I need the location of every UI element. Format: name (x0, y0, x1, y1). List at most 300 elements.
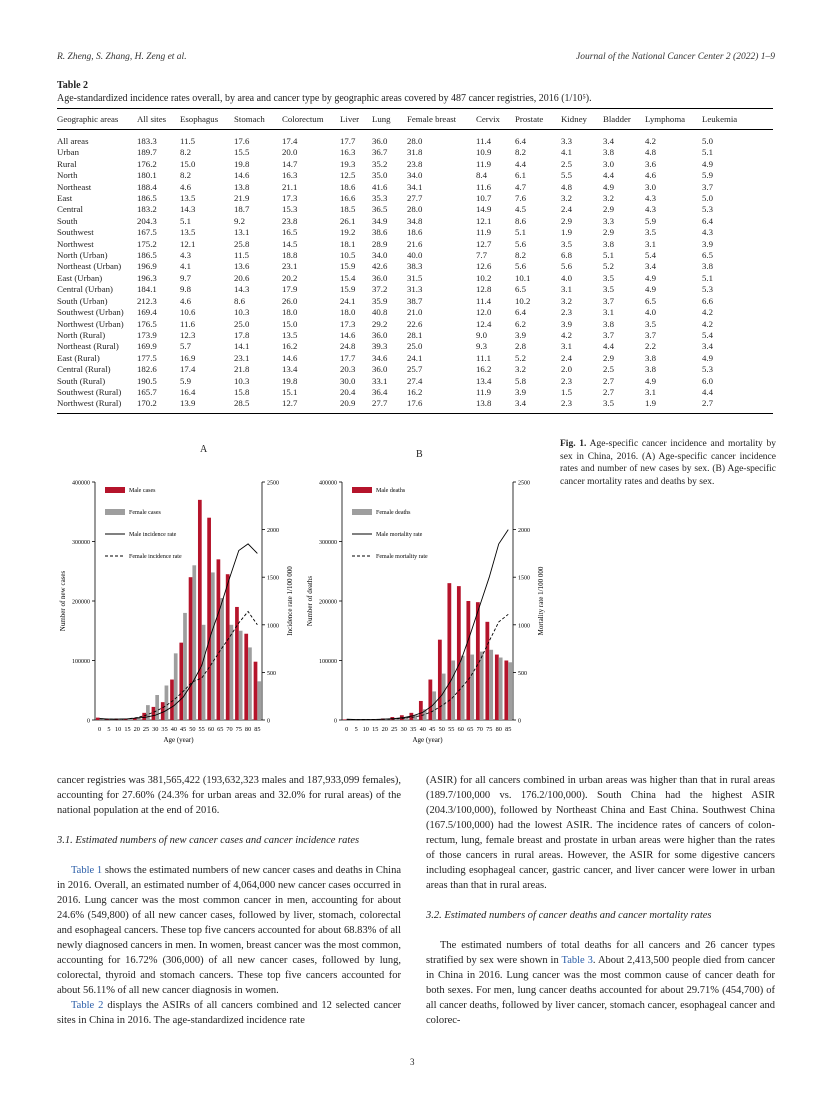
table-cell: 19.8 (234, 158, 250, 169)
column-header: Bladder (603, 109, 645, 130)
table-cell: 5.4 (702, 329, 713, 340)
table-cell: 10.5 (340, 250, 356, 261)
table-cell: 2.8 (515, 341, 526, 352)
table-cell: 14.5 (282, 238, 298, 249)
row-label: Southwest (Rural) (57, 386, 122, 397)
row-label: All areas (57, 136, 89, 146)
bar-female (230, 625, 234, 720)
x-tick-label: 0 (345, 726, 349, 733)
paragraph-text: The estimated numbers of total deaths for all cancers and 26 cancer types stratified by sex were shown in (426, 940, 775, 966)
y2-tick-label: 1000 (518, 623, 530, 630)
x-tick-label: 10 (115, 726, 122, 733)
bar-male (198, 500, 202, 720)
bar-female (146, 705, 150, 720)
column-header: Cervix (476, 109, 515, 130)
table-cell: 5.7 (180, 341, 191, 352)
table-cell: 184.1 (137, 284, 157, 295)
table-cell: 3.5 (603, 398, 645, 413)
y-tick-label: 0 (87, 718, 90, 725)
table-cell: 186.5 (137, 193, 157, 204)
table-1-link[interactable]: Table 1 (71, 865, 103, 876)
table-cell: 189.7 (137, 147, 157, 158)
table-cell: 16.9 (180, 352, 196, 363)
legend-label: Male cases (129, 488, 156, 494)
bar-male (466, 601, 470, 720)
table-cell: 3.2 (561, 295, 572, 306)
table-cell: 5.3 (702, 204, 713, 215)
column-header: Liver (340, 109, 372, 130)
table-cell: 4.6 (645, 170, 656, 181)
running-header-journal: Journal of the National Cancer Center 2 (2022) 1–9 (576, 52, 775, 62)
legend-label: Male mortality rate (376, 532, 423, 538)
table-cell: 4.2 (561, 329, 572, 340)
table-cell: 2.0 (561, 364, 572, 375)
table-row (57, 239, 773, 250)
table-cell: 3.3 (561, 136, 572, 146)
x-tick-label: 70 (226, 726, 233, 733)
table-cell: 41.6 (372, 181, 388, 192)
x-tick-label: 80 (495, 726, 502, 733)
table-row (57, 227, 773, 238)
table-cell: 18.8 (282, 250, 298, 261)
row-label: North (57, 170, 78, 181)
table-cell: 3.1 (561, 341, 572, 352)
table-cell: 3.2 (561, 193, 572, 204)
table-cell: 14.6 (234, 170, 250, 181)
bar-female (442, 674, 446, 720)
table-row (57, 147, 773, 158)
table-2-link[interactable]: Table 2 (71, 1000, 104, 1011)
table-cell: 5.1 (702, 147, 713, 158)
bar-male (96, 718, 100, 720)
table-cell: 24.1 (340, 295, 356, 306)
y-axis-label: Number of deaths (306, 575, 314, 627)
table-cell: 25.7 (407, 364, 423, 375)
table-cell: 9.0 (476, 329, 487, 340)
table-cell: 3.8 (645, 352, 656, 363)
table-row (57, 193, 773, 204)
table-cell: 180.1 (137, 170, 157, 181)
bar-female (480, 652, 484, 720)
section-heading-3-2: 3.2. Estimated numbers of cancer deaths and cancer mortality rates (426, 910, 712, 921)
table-cell: 11.6 (476, 181, 492, 192)
table-label: Table 2 (57, 80, 89, 91)
x-tick-label: 5 (354, 726, 358, 733)
table-row (57, 364, 773, 375)
x-tick-label: 5 (107, 726, 111, 733)
table-cell: 35.0 (372, 170, 388, 181)
table-cell: 18.6 (407, 227, 423, 238)
table-cell: 3.1 (603, 307, 614, 318)
table-cell: 9.3 (476, 341, 487, 352)
table-cell: 6.0 (702, 375, 713, 386)
x-tick-label: 35 (161, 726, 168, 733)
x-tick-label: 60 (457, 726, 464, 733)
paragraph (57, 998, 401, 1028)
table-cell: 3.7 (645, 329, 656, 340)
table-cell: 20.3 (340, 364, 356, 375)
row-label: Northeast (Rural) (57, 341, 119, 352)
x-tick-label: 75 (486, 726, 493, 733)
body-left-column (57, 773, 401, 1028)
column-header: Stomach (234, 109, 282, 130)
table-row (57, 296, 773, 307)
table-cell: 40.0 (407, 250, 423, 261)
x-tick-label: 30 (400, 726, 407, 733)
y2-tick-label: 1000 (267, 623, 279, 630)
table-cell: 14.3 (180, 204, 196, 215)
table-cell: 13.4 (476, 375, 492, 386)
table-cell: 5.3 (702, 284, 713, 295)
table-cell: 10.2 (515, 295, 531, 306)
table-cell: 36.0 (372, 136, 388, 146)
table-cell: 169.4 (137, 307, 157, 318)
table-cell: 3.7 (603, 329, 614, 340)
bar-male (142, 713, 146, 720)
paragraph: (ASIR) for all cancers combined in urban areas was higher than that in rural areas (189.7/100,000 vs. 176.2/100,000). South China had the highest ASIR (204.3/100,000), followed by Northeast China and East China. Southwest China (167.5/100,000) had the lowest ASIR. The incidence rates of cancers of colon-rectum, lung, female breast and prostate in urban areas were higher than the rates of those cancers in rural areas. However, the ASIR for some digestive cancers including esophageal cancer, gastric cancer, and liver cancer were lower in urban areas than that in rural areas. (426, 775, 775, 891)
table-cell: 5.1 (180, 215, 191, 226)
table-cell: 177.5 (137, 352, 157, 363)
table-3-link[interactable]: Table 3 (561, 955, 593, 966)
table-cell: 5.6 (515, 238, 526, 249)
y2-tick-label: 1500 (267, 575, 279, 582)
table-cell: 15.0 (180, 158, 196, 169)
x-tick-label: 20 (381, 726, 388, 733)
table-cell: 3.7 (702, 181, 713, 192)
table-cell: 4.9 (702, 158, 713, 169)
table-cell: 21.9 (234, 193, 250, 204)
table-cell: 17.4 (180, 364, 196, 375)
table-cell: 27.7 (372, 398, 407, 413)
y-tick-label: 100000 (319, 659, 337, 665)
table-cell: 12.3 (180, 329, 196, 340)
table-cell: 11.6 (180, 318, 196, 329)
table-cell: 34.8 (407, 215, 423, 226)
x-tick-label: 40 (170, 726, 178, 733)
x-tick-label: 25 (142, 726, 150, 733)
table-cell: 2.7 (603, 375, 614, 386)
table-cell: 17.3 (340, 318, 356, 329)
y2-tick-label: 500 (267, 670, 276, 677)
table-cell: 8.2 (515, 250, 526, 261)
x-tick-label: 45 (179, 726, 187, 733)
table-cell: 38.3 (407, 261, 423, 272)
bar-female (155, 695, 159, 720)
table-cell: 36.0 (372, 329, 388, 340)
table-cell: 11.9 (476, 158, 492, 169)
table-cell: 11.9 (476, 227, 492, 238)
table-cell: 3.8 (603, 318, 614, 329)
table-cell: 20.6 (234, 272, 250, 283)
table-row (57, 170, 773, 181)
table-cell: 17.7 (340, 136, 356, 146)
table-cell: 3.4 (603, 136, 614, 146)
y2-tick-label: 0 (267, 718, 270, 725)
table-cell: 4.6 (180, 295, 191, 306)
table-cell: 16.2 (282, 341, 298, 352)
female-rate-line (347, 614, 509, 719)
table-cell: 4.8 (561, 181, 572, 192)
table-cell: 3.8 (603, 147, 614, 158)
table-cell: 4.9 (645, 375, 656, 386)
x-tick-label: 55 (448, 726, 455, 733)
table-cell: 2.7 (702, 398, 773, 413)
table-cell: 14.6 (340, 329, 356, 340)
table-cell: 18.7 (234, 204, 250, 215)
table-cell: 26.0 (282, 295, 298, 306)
table-cell: 24.8 (340, 341, 356, 352)
table-cell: 3.5 (645, 227, 656, 238)
x-tick-label: 45 (429, 726, 436, 733)
table-body (57, 130, 773, 414)
table-cell: 4.3 (645, 193, 656, 204)
table-cell: 12.7 (282, 398, 340, 413)
table-cell: 170.2 (137, 398, 180, 413)
table-cell: 27.7 (407, 193, 423, 204)
table-row (57, 182, 773, 193)
table-cell: 165.7 (137, 386, 157, 397)
table-cell: 5.4 (645, 250, 656, 261)
table-cell: 3.1 (561, 284, 572, 295)
table-cell: 183.3 (137, 136, 157, 146)
table-cell: 14.1 (234, 341, 250, 352)
table-cell: 13.5 (180, 193, 196, 204)
table-cell: 10.2 (476, 272, 492, 283)
y-tick-label: 0 (334, 718, 337, 725)
table-cell: 4.2 (645, 136, 656, 146)
bar-female (489, 650, 493, 720)
table-row (57, 261, 773, 272)
table-cell: 35.2 (372, 158, 388, 169)
y-tick-label: 400000 (72, 480, 90, 487)
table-cell: 2.3 (561, 307, 572, 318)
table-cell: 3.2 (515, 364, 526, 375)
table-cell: 5.3 (702, 364, 713, 375)
table-cell: 6.4 (702, 215, 713, 226)
figure-caption-text: Age-specific cancer incidence and mortality by sex in China, 2016. (A) Age-specific cancer incidence rates and number of new cases by sex. (B) Age-specific cancer mortality rates and deaths by sex. (560, 439, 776, 487)
table-cell: 2.4 (561, 204, 572, 215)
table-cell: 7.6 (515, 193, 526, 204)
table-cell: 5.1 (702, 272, 713, 283)
table-cell: 4.3 (702, 227, 713, 238)
table-cell: 15.0 (282, 318, 298, 329)
table-cell: 6.5 (645, 295, 656, 306)
table-cell: 36.0 (372, 364, 388, 375)
table-cell: 30.0 (340, 375, 356, 386)
row-label: Northeast (57, 181, 92, 192)
female-rate-line (100, 611, 258, 719)
table-cell: 19.8 (282, 375, 298, 386)
table-cell: 2.2 (645, 341, 656, 352)
table-cell: 6.4 (515, 136, 526, 146)
table-cell: 4.2 (702, 318, 713, 329)
table-cell: 17.4 (282, 136, 298, 146)
figure-caption (560, 438, 776, 488)
figure-caption-label: Fig. 1. (560, 439, 587, 449)
table-cell: 35.3 (372, 193, 388, 204)
table-cell: 4.0 (645, 307, 656, 318)
table-cell: 28.1 (407, 329, 423, 340)
table-cell: 12.1 (180, 238, 196, 249)
row-label: Northwest (Rural) (57, 398, 137, 413)
table-cell: 42.6 (372, 261, 388, 272)
panel-a-label: A (200, 444, 208, 455)
table-cell: 14.9 (476, 204, 492, 215)
table-cell: 13.4 (282, 364, 298, 375)
table-cell: 3.2 (603, 193, 614, 204)
bar-female (192, 565, 196, 720)
table-cell: 31.5 (407, 272, 423, 283)
table-cell: 13.5 (180, 227, 196, 238)
table-cell: 2.5 (603, 364, 614, 375)
x-tick-label: 65 (217, 726, 224, 733)
table-cell: 186.5 (137, 250, 157, 261)
y2-axis-label: Incidence rate 1/100 000 (286, 566, 294, 636)
table-row (57, 284, 773, 295)
table-cell: 13.8 (234, 181, 250, 192)
column-header: All sites (137, 109, 180, 130)
table-cell: 15.8 (234, 386, 250, 397)
table-cell: 9.2 (234, 215, 245, 226)
table-cell: 2.9 (561, 215, 572, 226)
table-cell: 17.8 (234, 329, 250, 340)
table-cell: 36.7 (372, 147, 388, 158)
x-tick-label: 15 (124, 726, 131, 733)
table-cell: 11.5 (234, 250, 250, 261)
table-cell: 20.0 (282, 147, 298, 158)
bar-male (207, 518, 211, 720)
running-header-authors: R. Zheng, S. Zhang, H. Zeng et al. (57, 52, 187, 62)
bar-male (495, 655, 499, 720)
table-cell: 4.2 (702, 307, 713, 318)
table-cell: 10.1 (515, 272, 531, 283)
x-tick-label: 15 (372, 726, 379, 733)
table-cell: 33.1 (372, 375, 388, 386)
y2-tick-label: 2000 (267, 528, 279, 535)
paragraph (57, 863, 401, 998)
table-cell: 2.3 (561, 375, 572, 386)
table-cell: 11.4 (476, 136, 492, 146)
table-cell: 12.1 (476, 215, 492, 226)
table-cell: 3.4 (515, 398, 561, 413)
x-tick-label: 85 (505, 726, 512, 733)
table-cell: 31.8 (407, 147, 423, 158)
bar-female (183, 613, 187, 720)
bar-male (447, 583, 451, 720)
table-cell: 5.9 (180, 375, 191, 386)
table-cell: 196.3 (137, 272, 157, 283)
table-cell: 4.9 (603, 181, 614, 192)
table-cell: 6.4 (515, 307, 526, 318)
table-cell: 4.7 (515, 181, 526, 192)
table-cell: 167.5 (137, 227, 157, 238)
table-cell: 4.4 (603, 170, 614, 181)
x-tick-label: 65 (467, 726, 474, 733)
table-cell: 21.6 (407, 238, 423, 249)
table-cell: 5.6 (515, 261, 526, 272)
table-cell: 19.2 (340, 227, 356, 238)
table-cell: 3.5 (561, 238, 572, 249)
bar-female (257, 681, 261, 720)
y-tick-label: 300000 (72, 540, 90, 546)
table-cell: 15.3 (282, 204, 298, 215)
panel-b-label: B (416, 449, 423, 460)
table-cell: 5.9 (702, 170, 713, 181)
table-cell: 12.8 (476, 284, 492, 295)
table-cell: 34.1 (407, 181, 423, 192)
table-cell: 25.0 (234, 318, 250, 329)
column-header: Kidney (561, 109, 603, 130)
table-cell: 16.4 (180, 386, 196, 397)
chart-a-incidence (55, 468, 295, 758)
table-cell: 4.9 (645, 272, 656, 283)
legend-swatch (352, 487, 372, 493)
table-cell: 3.4 (702, 341, 713, 352)
section-heading-3-1: 3.1. Estimated numbers of new cancer cases and cancer incidence rates (57, 835, 360, 846)
table-cell: 2.9 (603, 227, 614, 238)
bar-female (239, 631, 243, 720)
bar-female (451, 661, 455, 721)
table-cell: 2.7 (603, 386, 614, 397)
table-cell: 28.0 (407, 204, 423, 215)
table-cell: 4.4 (702, 386, 713, 397)
table-cell: 17.7 (340, 352, 356, 363)
table-cell: 3.8 (702, 261, 713, 272)
column-header: Geographic areas (57, 109, 137, 130)
table-cell: 6.8 (561, 250, 572, 261)
table-cell: 175.2 (137, 238, 157, 249)
table-cell: 183.2 (137, 204, 157, 215)
row-label: Northeast (Urban) (57, 261, 122, 272)
row-label: Northwest (57, 238, 94, 249)
table-cell: 17.3 (282, 193, 298, 204)
x-tick-label: 55 (198, 726, 205, 733)
bar-male (161, 702, 165, 720)
column-header: Prostate (515, 109, 561, 130)
table-cell: 5.0 (702, 193, 713, 204)
x-tick-label: 25 (391, 726, 398, 733)
y2-tick-label: 1500 (518, 575, 530, 582)
bar-male (189, 577, 193, 720)
y-tick-label: 400000 (319, 480, 337, 487)
table-cell: 5.8 (515, 375, 526, 386)
bar-male (179, 643, 183, 720)
legend-swatch (105, 509, 125, 515)
table-cell: 13.5 (282, 329, 298, 340)
legend-label: Female deaths (376, 510, 411, 516)
table-cell: 182.6 (137, 364, 157, 375)
table-cell: 212.3 (137, 295, 157, 306)
bar-female (202, 625, 206, 720)
table-cell: 11.4 (476, 295, 492, 306)
body-right-column (426, 773, 775, 1028)
table-cell: 2.4 (561, 352, 572, 363)
y2-tick-label: 2500 (518, 480, 530, 487)
table-row (57, 376, 773, 387)
y-tick-label: 200000 (319, 599, 337, 606)
table-caption: Age-standardized incidence rates overall, by area and cancer type by geographic areas covered by 487 cancer registries, 2016 (1/10⁵). (57, 93, 592, 104)
table-cell: 36.4 (372, 386, 388, 397)
legend-label: Female incidence rate (129, 554, 182, 560)
table-cell: 3.5 (645, 318, 656, 329)
table-cell: 16.5 (282, 227, 298, 238)
bar-female (470, 655, 474, 720)
table-cell: 8.4 (476, 170, 487, 181)
table-cell: 6.5 (702, 250, 713, 261)
paragraph: cancer registries was 381,565,422 (193,632,323 males and 187,933,099 females), accounting for 27.60% (24.3% for urban areas and 32.0% for rural areas) of the national population at the end of 2016. (57, 775, 401, 816)
x-tick-label: 50 (189, 726, 196, 733)
row-label: South (Rural) (57, 375, 106, 386)
